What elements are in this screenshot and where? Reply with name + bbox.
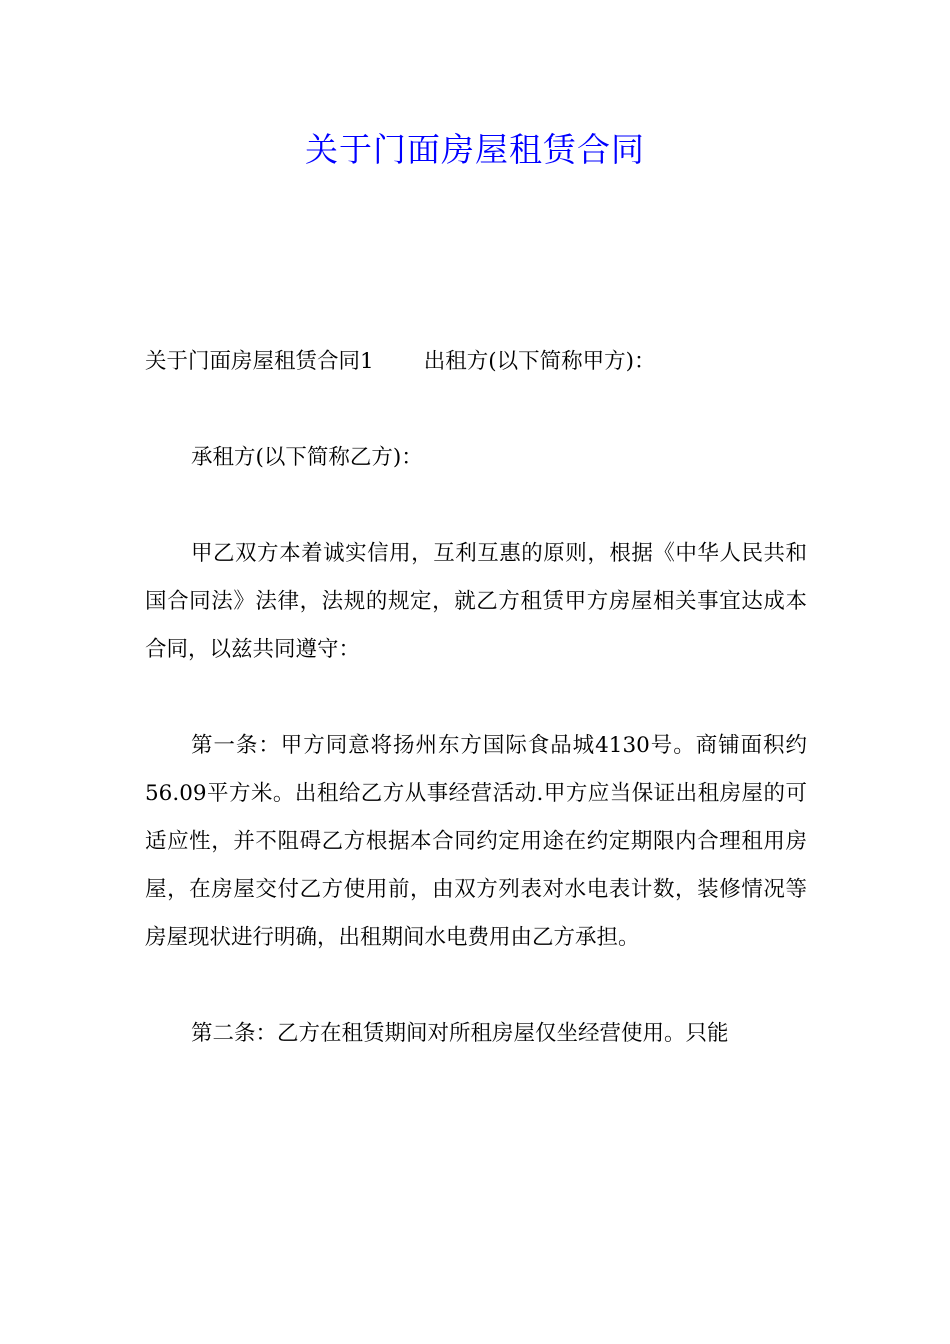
heading-line	[145, 338, 807, 386]
contract-label: 关于门面房屋租赁合同1	[145, 349, 374, 374]
document-body	[145, 338, 807, 1106]
paragraph-preamble: 甲乙双方本着诚实信用，互利互惠的原则，根据《中华人民共和国合同法》法律，法规的规定，就乙方租赁甲方房屋相关事宜达成本合同，以兹共同遵守：	[145, 541, 807, 662]
document-title: 关于门面房屋租赁合同	[305, 130, 645, 169]
lessor-line: 出租方(以下简称甲方)：	[423, 349, 656, 374]
paragraph-article-1: 第一条：甲方同意将扬州东方国际食品城4130号。商铺面积约56.09平方米。出租给乙方从事经营活动.甲方应当保证出租房屋的可适应性，并不阻碍乙方根据本合同约定用途在约定期限内合理租用房屋，在房屋交付乙方使用前，由双方列表对水电表计数，装修情况等房屋现状进行明确，出租期间水电费用由乙方承担。	[145, 733, 807, 950]
paragraph-article-2: 第二条：乙方在租赁期间对所租房屋仅坐经营使用。只能	[191, 1021, 729, 1046]
paragraph-lessee: 承租方(以下简称乙方)：	[191, 445, 423, 470]
